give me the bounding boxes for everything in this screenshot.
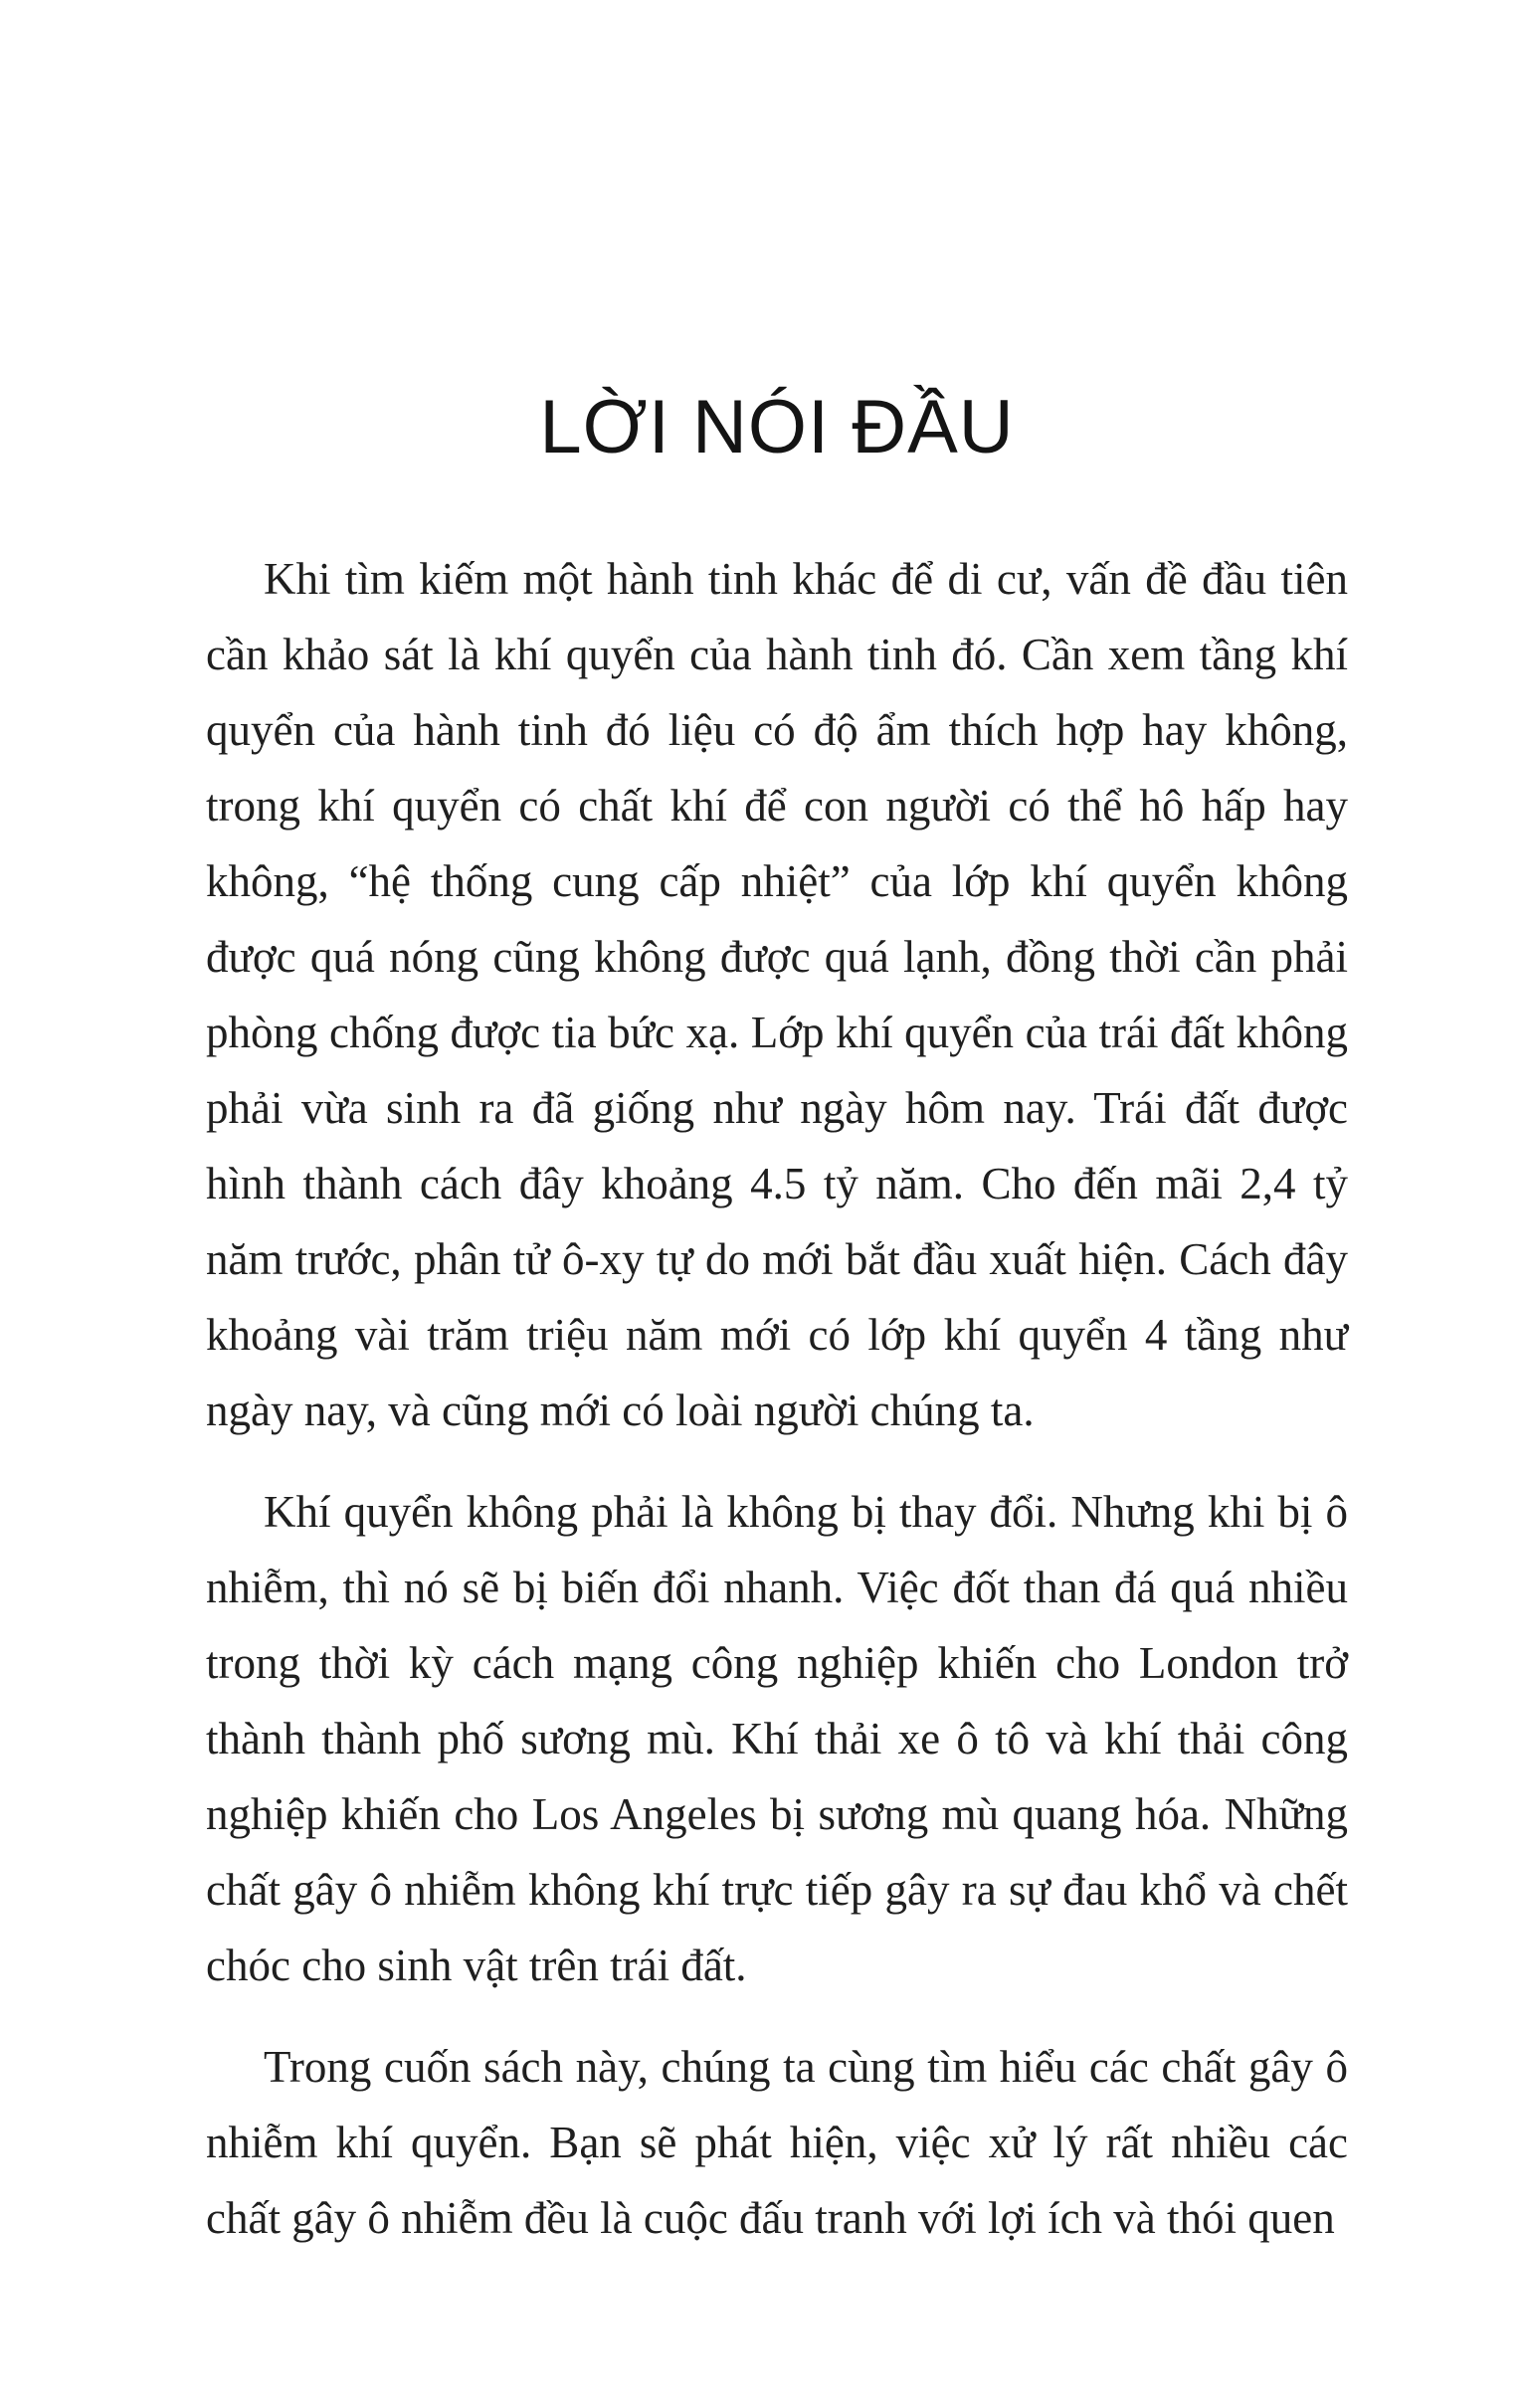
paragraph-2: Khí quyển không phải là không bị thay đổi. Nhưng khi bị ô nhiễm, thì nó sẽ bị biến đổi nhanh. Việc đốt than đá quá nhiều trong thời kỳ cách mạng công nghiệp khiến cho London trở thành thành phố sương mù. Khí thải xe ô tô và khí thải công nghiệp khiến cho Los Angeles bị sương mù quang hóa. Những chất gây ô nhiễm không khí trực tiếp gây ra sự đau khổ và chết chóc cho sinh vật trên trái đất. (206, 1486, 1348, 1990)
page-content (206, 386, 1348, 2256)
paragraph-1: Khi tìm kiếm một hành tinh khác để di cư, vấn đề đầu tiên cần khảo sát là khí quyển của hành tinh đó. Cần xem tầng khí quyển của hành tinh đó liệu có độ ẩm thích hợp hay không, trong khí quyển có chất khí để con người có thể hô hấp hay không, “hệ thống cung cấp nhiệt” của lớp khí quyển không được quá nóng cũng không được quá lạnh, đồng thời cần phải phòng chống được tia bức xạ. Lớp khí quyển của trái đất không phải vừa sinh ra đã giống như ngày hôm nay. Trái đất được hình thành cách đây khoảng 4.5 tỷ năm. Cho đến mãi 2,4 tỷ năm trước, phân tử ô-xy tự do mới bắt đầu xuất hiện. Cách đây khoảng vài trăm triệu năm mới có lớp khí quyển 4 tầng như ngày nay, và cũng mới có loài người chúng ta. (206, 553, 1348, 1435)
chapter-title: LỜI NÓI ĐẦU (539, 385, 1015, 469)
paragraph-3: Trong cuốn sách này, chúng ta cùng tìm hiểu các chất gây ô nhiễm khí quyển. Bạn sẽ phát hiện, việc xử lý rất nhiều các chất gây ô nhiễm đều là cuộc đấu tranh với lợi ích và thói quen (206, 2041, 1348, 2243)
